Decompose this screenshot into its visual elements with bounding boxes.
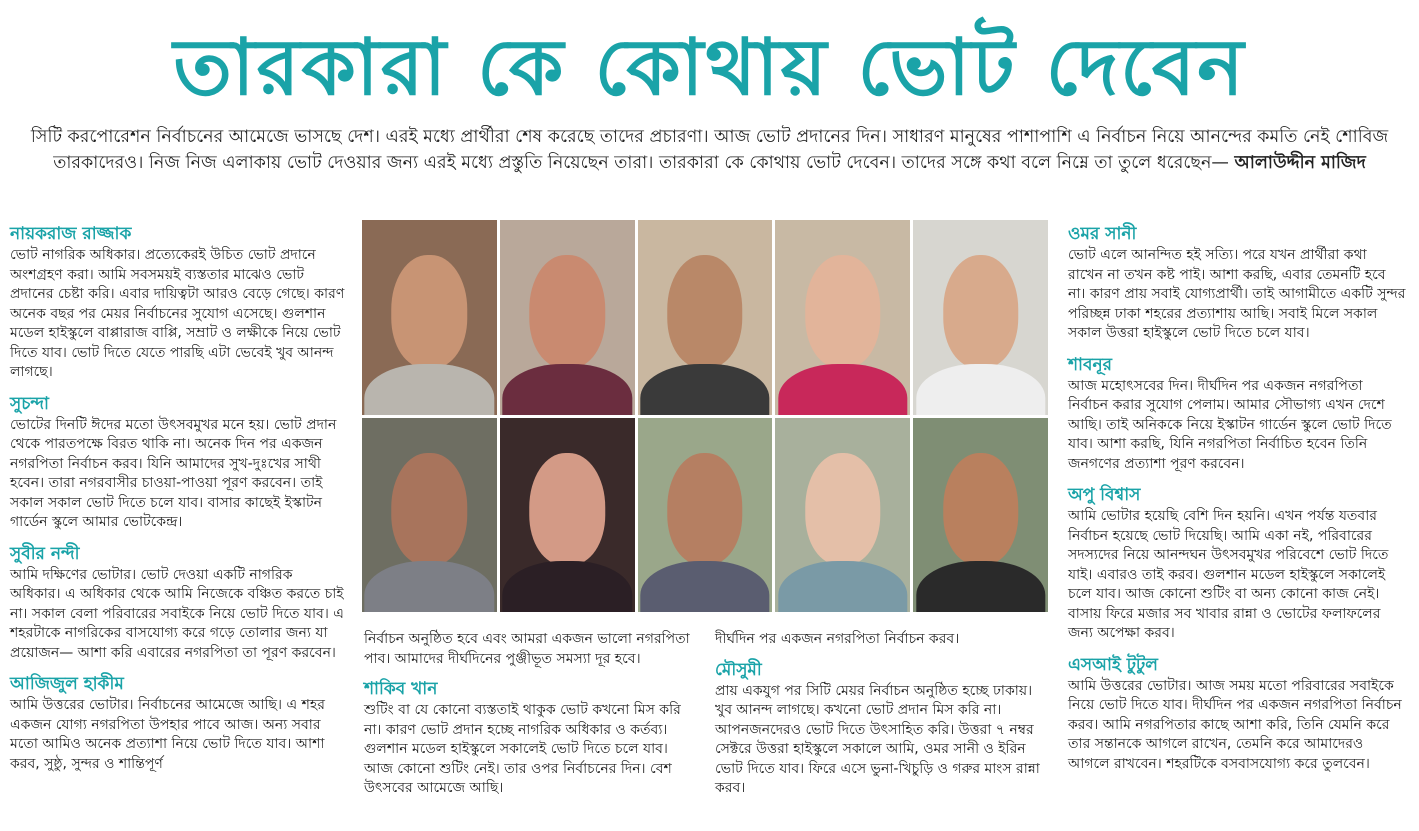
entry-omar-sani [1068,222,1406,344]
photo-si-tutul [638,418,773,613]
byline: আলাউদ্দীন মাজিদ [1234,153,1366,173]
entry-text: আজ মহোৎসবের দিন। দীর্ঘদিন পর একজন নগরপিতা নির্বাচন করার সুযোগ পেলাম। আমার সৌভাগ্য এখন দেশে আছি। তাই অনিককে নিয়ে ইস্কাটন গার্ডেন স্কুলে ভোট দিতে যাব। আশা করছি, যিনি নগরপিতা নির্বাচিত হবেন তিনি জনগণের প্রত্যাশা পূরণ করবেন। [1068,377,1392,472]
photo-grid [362,220,1048,612]
photo-razzak [362,220,497,415]
photo-suchanda [500,220,635,415]
entry-name-shakib: শাকিব খান [364,679,438,699]
entry-text: আমি দক্ষিণের ভোটার। ভোট দেওয়া একটি নাগরিক অধিকার। এ অধিকার থেকে আমি নিজেকে বঞ্চিত করতে চাই না। সকাল বেলা পরিবারের সবাইকে নিয়ে ভোট দিতে যাব। এ শহরটাকে নাগরিকের বাসযোগ্য করে গড়ে তোলার জন্য যা প্রয়োজন— আশা করি এবারের নগরপিতা তা পূরণ করবেন। [10,566,344,661]
middle-column-b [715,630,1045,799]
entry-name: আজিজুল হাকীম [10,674,124,694]
photo-shakib-khan [913,418,1048,613]
entry-azizul-hakim [10,672,345,774]
continuation-text: দীর্ঘদিন পর একজন নগরপিতা নির্বাচন করব। [715,631,960,647]
entry-name: নায়করাজ রাজ্জাক [10,224,132,244]
photo-apu-biswas [775,418,910,613]
intro-text: সিটি করপোরেশন নির্বাচনের আমেজে ভাসছে দেশ। এরই মধ্যে প্রার্থীরা শেষ করেছে তাদের প্রচারণা। আজ ভোট প্রদানের দিন। সাধারণ মানুষের পাশাপাশি এ নির্বাচন নিয়ে আনন্দের কমতি নেই শোবিজ তারকাদেরও। নিজ নিজ এলাকায় ভোট দেওয়ার জন্য এরই মধ্যে প্রস্তুতি নিয়েছেন তারা। তারকারা কে কোথায় ভোট দেবেন। তাদের সঙ্গে কথা বলে নিম্নে তা তুলে ধরেছেন— [30,127,1389,173]
photo-shabnur [500,418,635,613]
entry-razzak [10,222,345,383]
intro-paragraph [20,124,1399,176]
entry-text-shakib: শুটিং বা যে কোনো ব্যস্ততাই থাকুক ভোট কখনো মিস করি না। কারণ ভোট প্রদান হচ্ছে নাগরিক অধিকার ও কর্তব্য। গুলশান মডেল হাইস্কুলে সকালেই ভোট দিতে চলে যাব। আজ কোনো শুটিং নেই। তার ওপর নির্বাচনের দিন। বেশ উৎসবের আমেজে আছি। [364,702,681,796]
right-column [1068,222,1406,783]
entry-name: সুবীর নন্দী [10,543,80,564]
entry-text-moushumi: প্রায় একযুগ পর সিটি মেয়র নির্বাচন অনুষ্ঠিত হচ্ছে ঢাকায়। খুব আনন্দ লাগছে। কখনো ভোট প্রদান মিস করি না। [715,682,1033,718]
entry-name-moushumi: মৌসুমী [715,659,762,680]
entry-text: ভোট নাগরিক অধিকার। প্রত্যেকেরই উচিত ভোট প্রদানে অংশগ্রহণ করা। আমি সবসময়ই ব্যস্ততার মাঝেও ভোট প্রদানের চেষ্টা করি। এবার দায়িত্বটা আরও বেড়ে গেছে। কারণ অনেক বছর পর মেয়র নির্বাচনের সুযোগ এসেছে। গুলশান মডেল হাইস্কুলে বাপ্পারাজ বাপ্পি, সম্রাট ও লক্ষীকে নিয়ে ভোট দিতে যাব। ভোট দিতে যেতে পারছি এটা ভেবেই খুব আনন্দ লাগছে। [10,247,345,380]
entry-name: এসআই টুটুল [1068,654,1158,675]
entry-text-moushumi-2: আপনজনদেরও ভোট দিতে উৎসাহিত করি। উত্তরা ৭ নম্বর সেক্টরে উত্তরা হাইস্কুলে সকালে আমি, ওমর সানী ও ইরিন ভোট দিতে যাব। ফিরে এসে ভুনা-খিচুড়ি ও গরুর মাংস রান্না করব। [715,721,1040,796]
photo-omar-sani [913,220,1048,415]
left-column [10,222,345,783]
continuation-text: নির্বাচন অনুষ্ঠিত হবে এবং আমরা একজন ভালো নগরপিতা পাব। আমাদের দীর্ঘদিনের পুঞ্জীভূত সমস্যা দূর হবে। [364,631,690,667]
entry-apu-biswas [1068,483,1406,644]
photo-azizul-hakim [362,418,497,613]
entry-name: ওমর সানী [1068,224,1137,244]
entry-text: আমি ভোটার হয়েছি বেশি দিন হয়নি। এখন পর্যন্ত যতবার নির্বাচন হয়েছে ভোট দিয়েছি। আমি একা নই, পরিবারের সদস্যদের নিয়ে আনন্দঘন উৎসবমুখর পরিবেশে ভোট দিতে যাই। এবারও তাই করব। গুলশান মডেল হাইস্কুলে সকালেই চলে যাব। আজ কোনো শুটিং বা অন্য কোনো কাজ নেই। বাসায় ফিরে মজার সব খাবার রান্না ও ভোটের ফলাফলের জন্য অপেক্ষা করব। [1068,508,1389,641]
entry-text: আমি উত্তরের ভোটার। নির্বাচনের আমেজে আছি। এ শহর একজন যোগ্য নগরপিতা উপহার পাবে আজ। অন্য সবার মতো আমিও অনেক প্রত্যাশা নিয়ে ভোট দিতে যাব। আশা করব, সুষ্ঠু, সুন্দর ও শান্তিপূর্ণ [10,697,325,772]
entry-name: শাবনূর [1068,354,1112,375]
headline: তারকারা কে কোথায় ভোট দেবেন [173,23,1246,113]
entry-shabnur [1068,353,1406,475]
middle-column-a [364,630,694,799]
entry-subir-nandi [10,542,345,664]
photo-moushumi [775,220,910,415]
entry-si-tutul [1068,653,1406,775]
entry-name: সুচন্দা [10,393,49,414]
photo-subir-nandi [638,220,773,415]
entry-name: অপু বিশ্বাস [1068,485,1141,505]
entry-text: ভোট এলে আনন্দিত হই সত্যি। পরে যখন প্রার্থীরা কথা রাখেন না তখন কষ্ট পাই। আশা করছি, এবার তেমনটি হবে না। কারণ প্রায় সবাই যোগ্যপ্রার্থী। তাই আগামীতে একটি সুন্দর পরিচ্ছন্ন ঢাকা শহরের প্রত্যাশায় আছি। সবাই মিলে সকাল সকাল উত্তরা হাইস্কুলে ভোট দিতে চলে যাব। [1068,247,1406,341]
entry-text: ভোটের দিনটি ঈদের মতো উৎসবমুখর মনে হয়। ভোট প্রদান থেকে পারতপক্ষে বিরত থাকি না। অনেক দিন পর একজন নগরপিতা নির্বাচন করব। যিনি আমাদের সুখ-দুঃখের সাথী হবেন। তারা নগরবাসীর চাওয়া-পাওয়া পূরণ করবেন। তাই সকাল সকাল ভোট দিতে চলে যাব। বাসার কাছেই ইস্কাটন গার্ডেন স্কুলে আমার ভোটকেন্দ্র। [10,416,337,530]
entry-suchanda [10,392,345,533]
entry-text: আমি উত্তরের ভোটার। আজ সময় মতো পরিবারের সবাইকে নিয়ে ভোট দিতে যাব। দীর্ঘদিন পর একজন নগরপিতা নির্বাচন করব। আমি নগরপিতার কাছে আশা করি, তিনি যেমনি করে তার সন্তানকে আগলে রাখেন, তেমনি করে আমাদেরও আগলে রাখবেন। শহরটিকে বসবাসযোগ্য করে তুলবেন। [1068,677,1402,772]
